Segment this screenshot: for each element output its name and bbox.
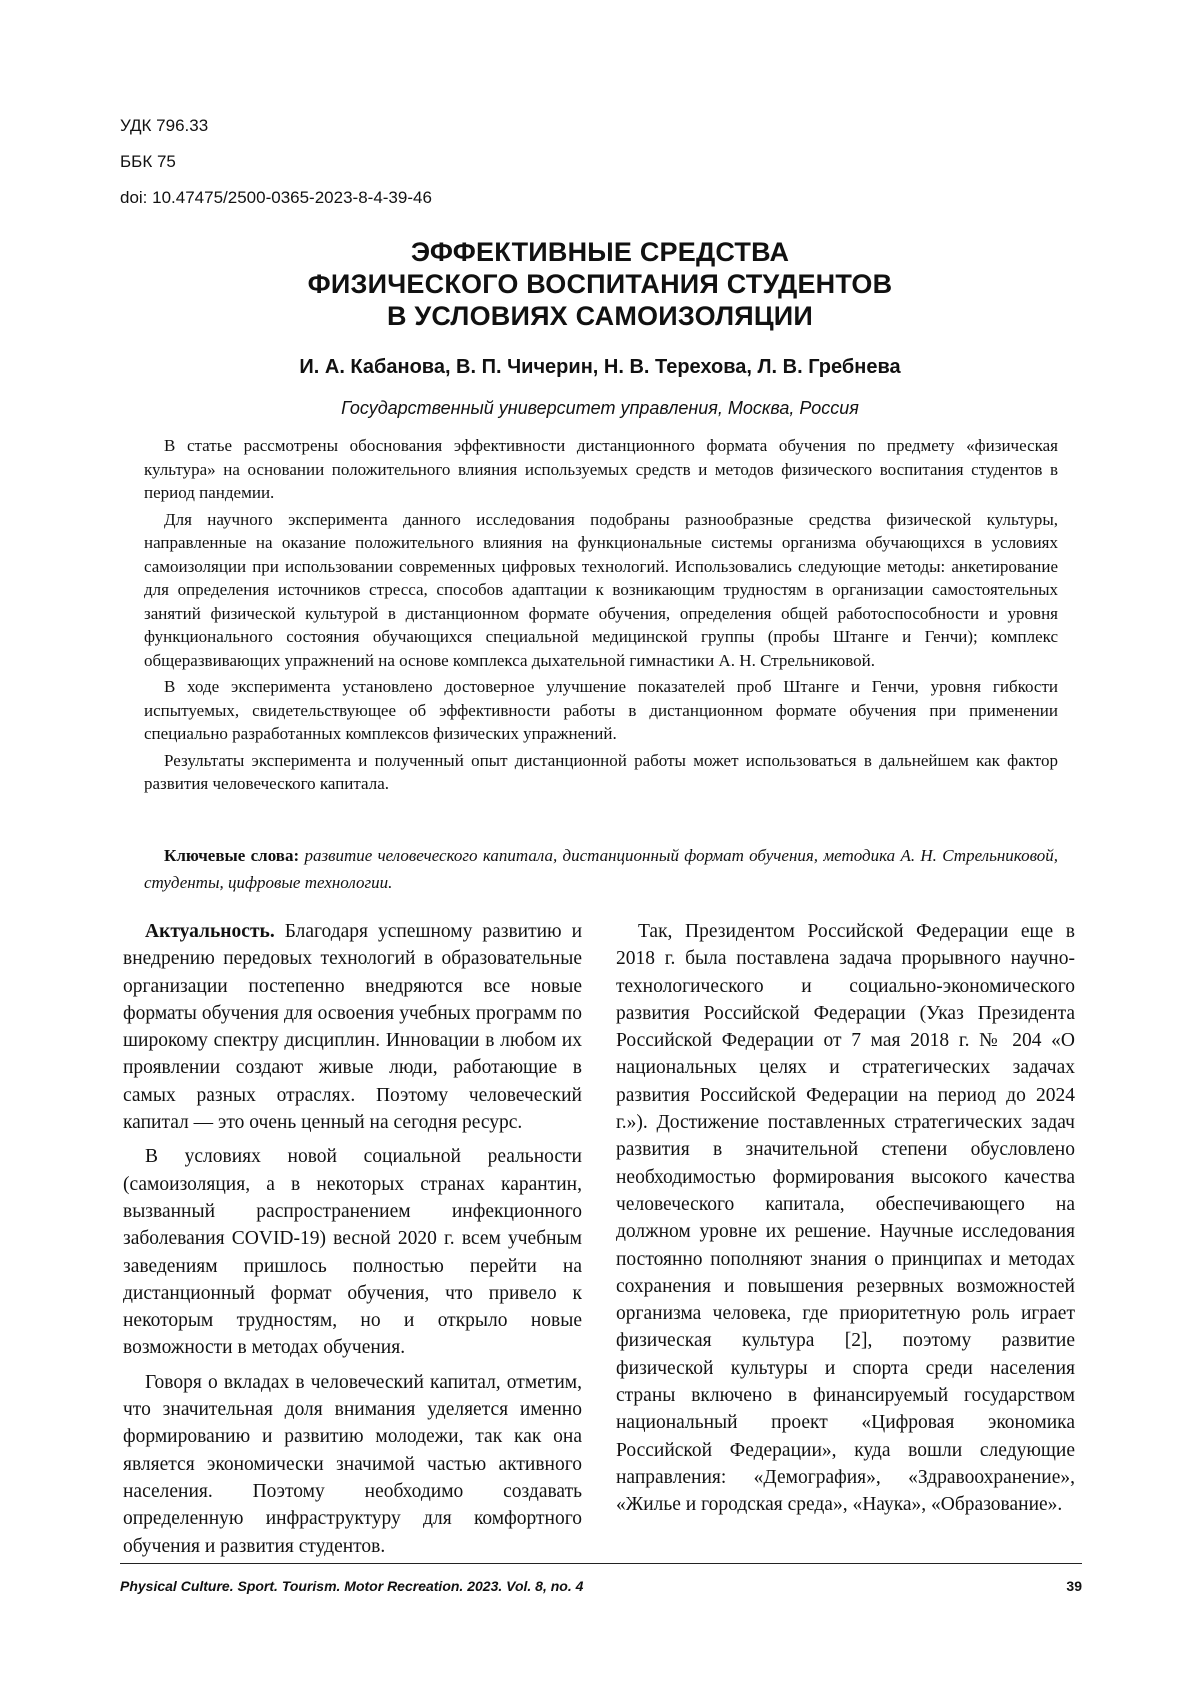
journal-citation: Physical Culture. Sport. Tourism. Motor Recreation. 2023. Vol. 8, no. 4 bbox=[120, 1578, 584, 1594]
title-line-3: В УСЛОВИЯХ САМОИЗОЛЯЦИИ bbox=[387, 301, 813, 331]
body-paragraph: В условиях новой социальной реальности (самоизоляция, а в некоторых странах карантин, вызванный распространением инфекционного заболевания COVID-19) весной 2020 г. всем учебным заведениям пришлось полностью перейти на дистанционный формат обучения, что привело к некоторым трудностям, но и открыло новые возможности в методах обучения. bbox=[123, 1146, 582, 1359]
article-title bbox=[120, 236, 1080, 332]
keywords-text: развитие человеческого капитала, дистанционный формат обучения, методика А. Н. Стрельниковой, студенты, цифровые технологии. bbox=[144, 846, 1058, 892]
body-paragraph: Так, Президентом Российской Федерации еще в 2018 г. была поставлена задача прорывного научно-технологического и социально-экономического развития Российской Федерации (Указ Президента Российской Федерации от 7 мая 2018 г. № 204 «О национальных целях и стратегических задачах развития Российской Федерации на период до 2024 г.»). Достижение поставленных стратегических задач развития в значительной степени обусловлено необходимостью формирования высокого качества человеческого капитала, обеспечивающего на должном уровне их решение. Научные исследования постоянно пополняют знания о принципах и методах сохранения и повышения резервных возможностей организма человека, где приоритетную роль играет физическая культура [2], поэтому развитие физической культуры и спорта среди населения страны включено в финансируемый государством национальный проект «Цифровая экономика Российской Федерации», куда вошли следующие направления: «Демография», «Здравоохранение», «Жилье и городская среда», «Наука», «Образование». bbox=[616, 921, 1075, 1516]
affiliation: Государственный университет управления, Москва, Россия bbox=[341, 398, 859, 418]
keywords bbox=[144, 842, 1058, 896]
title-line-2: ФИЗИЧЕСКОГО ВОСПИТАНИЯ СТУДЕНТОВ bbox=[307, 269, 893, 299]
page-number: 39 bbox=[1066, 1578, 1082, 1594]
footer-divider bbox=[120, 1563, 1082, 1564]
abstract-paragraph: В ходе эксперимента установлено достоверное улучшение показателей проб Штанге и Генчи, уровня гибкости испытуемых, свидетельствующее об эффективности работы в дистанционном формате обучения при применении специально разработанных комплексов физических упражнений. bbox=[144, 677, 1058, 743]
body-column-right bbox=[616, 918, 1075, 1526]
abstract bbox=[144, 434, 1058, 799]
body-column-left bbox=[123, 918, 582, 1567]
keywords-label: Ключевые слова: bbox=[164, 846, 300, 865]
article-metadata bbox=[120, 108, 432, 216]
bbk-code: ББК 75 bbox=[120, 152, 176, 171]
abstract-paragraph: Для научного эксперимента данного исследования подобраны разнообразные средства физической культуры, направленные на оказание положительного влияния на функциональные системы организма обучающихся в условиях самоизоляции при использовании современных цифровых технологий. Использовались следующие методы: анкетирование для определения источников стресса, способов адаптации к возникающим трудностям в организации самостоятельных занятий физической культурой в дистанционном формате обучения, определения общей работоспособности и уровня функционального состояния обучающихся специальной медицинской группы (пробы Штанге и Генчи); комплекс общеразвивающих упражнений на основе комплекса дыхательной гимнастики А. Н. Стрельниковой. bbox=[144, 509, 1058, 670]
section-heading: Актуальность. bbox=[145, 921, 275, 942]
doi: doi: 10.47475/2500-0365-2023-8-4-39-46 bbox=[120, 188, 432, 207]
body-paragraph bbox=[123, 918, 582, 1136]
udk-code: УДК 796.33 bbox=[120, 116, 209, 135]
title-line-1: ЭФФЕКТИВНЫЕ СРЕДСТВА bbox=[410, 237, 790, 267]
body-paragraph: Говоря о вкладах в человеческий капитал, отметим, что значительная доля внимания уделяется именно формированию и развитию молодежи, так как она является экономически значимой частью активного населения. Поэтому необходимо создавать определенную инфраструктуру для комфортного обучения и развития студентов. bbox=[123, 1371, 582, 1557]
abstract-paragraph: В статье рассмотрены обоснования эффективности дистанционного формата обучения по предмету «физическая культура» на основании положительного влияния используемых средств и методов физического воспитания студентов в период пандемии. bbox=[144, 436, 1058, 502]
authors: И. А. Кабанова, В. П. Чичерин, Н. В. Терехова, Л. В. Гребнева bbox=[299, 356, 901, 378]
abstract-paragraph: Результаты эксперимента и полученный опыт дистанционной работы может использоваться в дальнейшем как фактор развития человеческого капитала. bbox=[144, 750, 1058, 793]
body-text: Благодаря успешному развитию и внедрению передовых технологий в образовательные организации постепенно внедряются все новые форматы обучения для освоения учебных программ по широкому спектру дисциплин. Инновации в любом их проявлении создают живые люди, работающие в самых разных отраслях. Поэтому человеческий капитал — это очень ценный на сегодня ресурс. bbox=[123, 921, 583, 1134]
